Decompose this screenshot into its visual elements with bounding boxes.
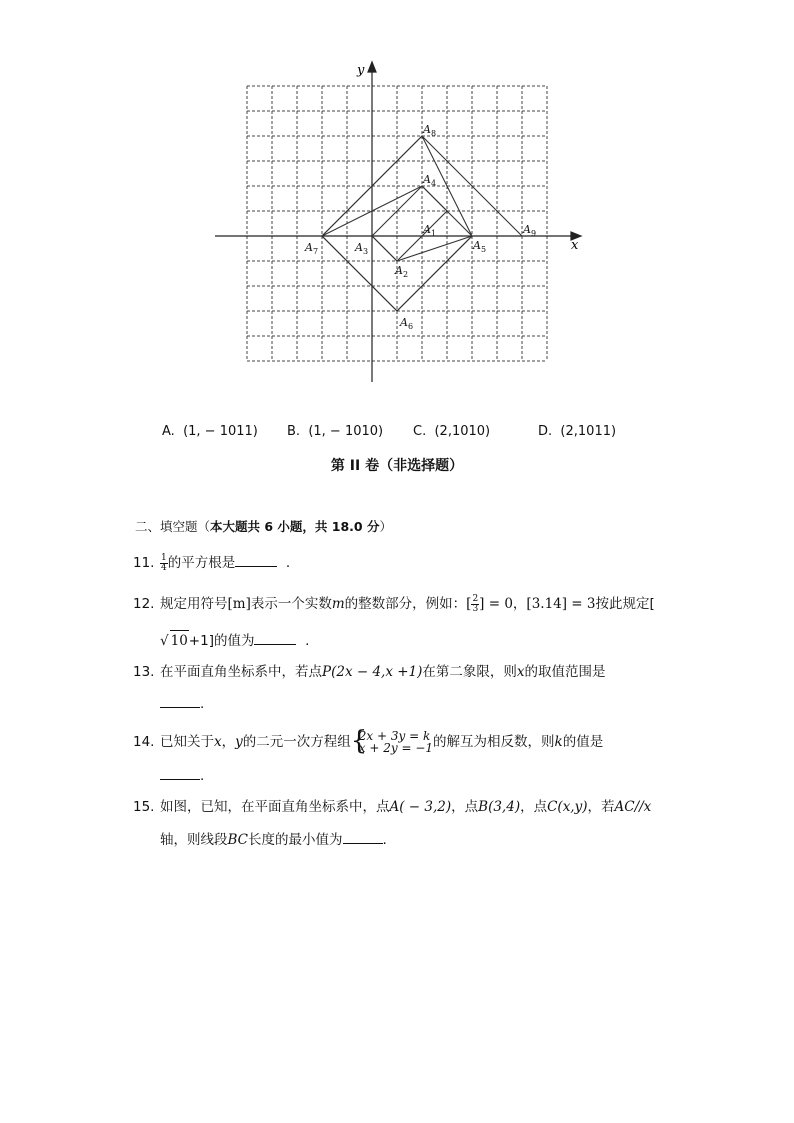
answer-options (162, 424, 682, 444)
math-expr: ] = 0 (479, 596, 513, 612)
question-14-line2 (160, 765, 204, 786)
answer-blank[interactable] (254, 630, 296, 645)
math-var: y (235, 734, 243, 750)
equation-2: x + 2y = −1 (358, 741, 434, 755)
option-value: (1, − 1011) (183, 424, 258, 439)
part-heading-detail: 本大题共 6 小题，共 18.0 分 (210, 519, 380, 534)
math-var: x (214, 734, 222, 750)
point-label-a7: $A_7$ (305, 241, 319, 256)
sqrt-symbol: √ (160, 633, 169, 649)
question-text: 的平方根是 (167, 555, 236, 571)
equation-system: { 2x + 3y = k x + 2y = −1 (350, 726, 434, 756)
question-text: 的整数部分，例如： (344, 596, 467, 612)
option-value: (2,1010) (434, 424, 491, 439)
question-end: . (200, 768, 205, 784)
question-number: 13. (133, 664, 155, 680)
question-13-line2 (160, 693, 204, 714)
part-heading-suffix: ） (379, 519, 392, 534)
fraction-numerator: 2 (472, 593, 479, 604)
question-12-line2 (160, 630, 309, 651)
part-heading-prefix: 二、填空题（ (135, 519, 211, 534)
math-expr: C(x,y) (547, 799, 588, 815)
square-inner (372, 186, 447, 261)
question-15 (133, 797, 651, 817)
point-label-a3: $A_3$ (355, 241, 369, 256)
option-letter: D. (538, 424, 553, 439)
option-letter: A. (162, 424, 175, 439)
question-text: 在第二象限，则 (422, 664, 517, 680)
question-text: 按此规定[ (595, 596, 655, 612)
part-heading (135, 517, 392, 535)
point-label-a1: $A_1$ (423, 223, 437, 238)
point-label-a8: $A_8$ (423, 123, 437, 138)
math-var: k (554, 734, 563, 750)
question-text: 轴，则线段 (160, 832, 228, 848)
question-text: 的解互为相反数，则 (433, 734, 555, 750)
question-text: ，若 (587, 799, 615, 815)
punct: ， (221, 734, 236, 750)
math-expr: AC//x (614, 799, 652, 815)
fraction-denominator: 3 (472, 603, 479, 614)
answer-blank[interactable] (235, 552, 277, 567)
question-14 (133, 726, 604, 756)
fraction (160, 554, 168, 573)
option-a[interactable] (162, 424, 258, 439)
equation-1: 2x + 3y = k (358, 729, 431, 743)
option-c[interactable] (413, 424, 490, 439)
math-expr: A( − 3,2) (389, 799, 452, 815)
question-13 (133, 662, 606, 682)
option-value: (1, − 1010) (308, 424, 384, 439)
punct: ， (512, 596, 527, 612)
question-text: 长度的最小值为 (248, 832, 343, 848)
axis-y-label: y (357, 63, 365, 78)
fraction-denominator: 4 (161, 562, 167, 573)
option-d[interactable] (538, 424, 616, 439)
answer-blank[interactable] (343, 829, 383, 844)
answer-blank[interactable] (160, 693, 200, 708)
question-11 (133, 552, 290, 573)
math-expr: [m] (227, 596, 251, 612)
axes (215, 62, 581, 382)
option-value: (2,1011) (560, 424, 617, 439)
question-end: . (285, 555, 291, 571)
question-15-line2 (160, 829, 387, 850)
fraction-numerator: 1 (161, 552, 167, 563)
question-number: 14. (133, 734, 155, 750)
math-expr: [3.14] = 3 (526, 596, 596, 612)
point-label-a2: $A_2$ (395, 264, 409, 279)
punct: ，点 (451, 799, 479, 815)
question-text: 在平面直角坐标系中，若点 (160, 664, 322, 680)
math-expr: B(3,4) (478, 799, 521, 815)
option-letter: C. (413, 424, 427, 439)
axis-x-label: x (571, 238, 579, 253)
question-text: 的二元一次方程组 (242, 734, 351, 750)
point-label-a6: $A_6$ (400, 316, 414, 331)
punct: ，点 (520, 799, 548, 815)
coordinate-figure (205, 52, 595, 387)
question-text: +1]的值为 (188, 633, 255, 649)
question-text: 的取值范围是 (524, 664, 606, 680)
fraction (471, 595, 479, 614)
question-end: . (200, 696, 205, 712)
question-number: 15. (133, 799, 155, 815)
question-text: 规定用符号 (160, 596, 228, 612)
question-end: . (382, 832, 387, 848)
question-text: 的值是 (562, 734, 604, 750)
question-text: 表示一个实数 (250, 596, 332, 612)
point-label-a5: $A_5$ (473, 239, 487, 254)
question-number: 11. (133, 555, 155, 571)
point-label-a9: $A_9$ (523, 223, 537, 238)
question-12: 12. 规定用符号[m]表示一个实数m的整数部分，例如：[ $\frac{2}{3}$ ] = 0，[3.14] = 3按此规定[ (133, 593, 655, 614)
math-expr: BC (227, 832, 249, 848)
dashed-grid (247, 86, 547, 361)
question-text: 已知关于 (160, 734, 214, 750)
point-label-a4: $A_4$ (423, 173, 437, 188)
question-number: 12. (133, 596, 155, 612)
question-text: 如图，已知，在平面直角坐标系中，点 (160, 799, 390, 815)
math-expr: P(2x − 4,x +1) (322, 664, 423, 680)
section-title: 第 II 卷（非选择题） (330, 458, 464, 474)
option-b[interactable] (287, 424, 383, 439)
math-var: x (516, 664, 525, 680)
sqrt-radicand: 10 (170, 630, 189, 651)
question-end: . (305, 633, 310, 649)
math-var: m (331, 596, 345, 612)
y-axis-arrow (368, 62, 376, 72)
answer-blank[interactable] (160, 765, 200, 780)
option-letter: B. (287, 424, 301, 439)
